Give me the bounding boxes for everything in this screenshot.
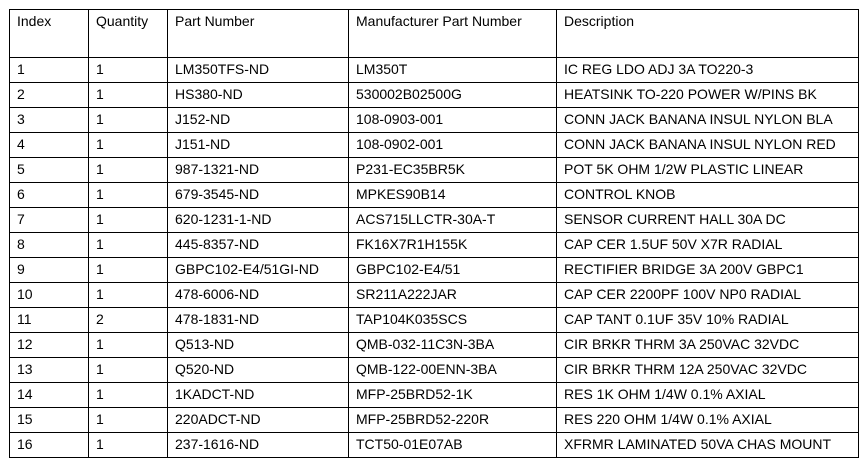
cell-index: 2: [10, 83, 89, 108]
cell-description: HEATSINK TO-220 POWER W/PINS BK: [557, 83, 859, 108]
cell-part-number: 679-3545-ND: [168, 183, 349, 208]
cell-quantity: 1: [89, 208, 168, 233]
cell-part-number: J152-ND: [168, 108, 349, 133]
table-row: [10, 358, 859, 383]
cell-index: 14: [10, 383, 89, 408]
table-row: [10, 408, 859, 433]
cell-description: CIR BRKR THRM 12A 250VAC 32VDC: [557, 358, 859, 383]
table-row: [10, 58, 859, 83]
cell-quantity: 1: [89, 83, 168, 108]
cell-index: 4: [10, 133, 89, 158]
cell-quantity: 1: [89, 133, 168, 158]
cell-description: CAP TANT 0.1UF 35V 10% RADIAL: [557, 308, 859, 333]
cell-quantity: 1: [89, 233, 168, 258]
cell-index: 13: [10, 358, 89, 383]
cell-manufacturer-part-number: TAP104K035SCS: [349, 308, 557, 333]
cell-manufacturer-part-number: ACS715LLCTR-30A-T: [349, 208, 557, 233]
cell-manufacturer-part-number: GBPC102-E4/51: [349, 258, 557, 283]
cell-index: 15: [10, 408, 89, 433]
header-quantity: Quantity: [89, 10, 168, 58]
cell-index: 11: [10, 308, 89, 333]
table-row: [10, 158, 859, 183]
table-row: [10, 208, 859, 233]
cell-description: IC REG LDO ADJ 3A TO220-3: [557, 58, 859, 83]
cell-manufacturer-part-number: 108-0902-001: [349, 133, 557, 158]
cell-quantity: 1: [89, 433, 168, 458]
cell-description: CAP CER 2200PF 100V NP0 RADIAL: [557, 283, 859, 308]
cell-index: 7: [10, 208, 89, 233]
cell-description: POT 5K OHM 1/2W PLASTIC LINEAR: [557, 158, 859, 183]
cell-part-number: 987-1321-ND: [168, 158, 349, 183]
cell-index: 10: [10, 283, 89, 308]
cell-part-number: 478-1831-ND: [168, 308, 349, 333]
cell-description: CIR BRKR THRM 3A 250VAC 32VDC: [557, 333, 859, 358]
cell-description: RECTIFIER BRIDGE 3A 200V GBPC1: [557, 258, 859, 283]
cell-part-number: 620-1231-1-ND: [168, 208, 349, 233]
cell-quantity: 1: [89, 158, 168, 183]
cell-quantity: 2: [89, 308, 168, 333]
cell-quantity: 1: [89, 258, 168, 283]
cell-description: CONTROL KNOB: [557, 183, 859, 208]
cell-description: CAP CER 1.5UF 50V X7R RADIAL: [557, 233, 859, 258]
cell-description: CONN JACK BANANA INSUL NYLON BLA: [557, 108, 859, 133]
table-row: [10, 383, 859, 408]
cell-quantity: 1: [89, 383, 168, 408]
cell-quantity: 1: [89, 333, 168, 358]
cell-quantity: 1: [89, 408, 168, 433]
cell-description: SENSOR CURRENT HALL 30A DC: [557, 208, 859, 233]
cell-part-number: 237-1616-ND: [168, 433, 349, 458]
table-row: [10, 283, 859, 308]
cell-index: 9: [10, 258, 89, 283]
cell-manufacturer-part-number: MFP-25BRD52-220R: [349, 408, 557, 433]
header-index: Index: [10, 10, 89, 58]
cell-manufacturer-part-number: TCT50-01E07AB: [349, 433, 557, 458]
header-manufacturer-part-number: Manufacturer Part Number: [349, 10, 557, 58]
header-description: Description: [557, 10, 859, 58]
cell-manufacturer-part-number: MPKES90B14: [349, 183, 557, 208]
cell-part-number: Q513-ND: [168, 333, 349, 358]
cell-description: XFRMR LAMINATED 50VA CHAS MOUNT: [557, 433, 859, 458]
cell-index: 1: [10, 58, 89, 83]
cell-index: 6: [10, 183, 89, 208]
cell-part-number: Q520-ND: [168, 358, 349, 383]
cell-quantity: 1: [89, 358, 168, 383]
cell-index: 3: [10, 108, 89, 133]
cell-part-number: J151-ND: [168, 133, 349, 158]
cell-manufacturer-part-number: SR211A222JAR: [349, 283, 557, 308]
cell-quantity: 1: [89, 183, 168, 208]
cell-index: 12: [10, 333, 89, 358]
cell-manufacturer-part-number: FK16X7R1H155K: [349, 233, 557, 258]
cell-quantity: 1: [89, 58, 168, 83]
cell-manufacturer-part-number: 108-0903-001: [349, 108, 557, 133]
cell-part-number: 478-6006-ND: [168, 283, 349, 308]
cell-description: RES 220 OHM 1/4W 0.1% AXIAL: [557, 408, 859, 433]
cell-index: 16: [10, 433, 89, 458]
table-row: [10, 108, 859, 133]
cell-manufacturer-part-number: QMB-122-00ENN-3BA: [349, 358, 557, 383]
cell-part-number: HS380-ND: [168, 83, 349, 108]
cell-index: 5: [10, 158, 89, 183]
cell-index: 8: [10, 233, 89, 258]
table-row: [10, 133, 859, 158]
cell-manufacturer-part-number: 530002B02500G: [349, 83, 557, 108]
header-part-number: Part Number: [168, 10, 349, 58]
cell-part-number: 1KADCT-ND: [168, 383, 349, 408]
table-header-row: [10, 10, 859, 58]
table-row: [10, 258, 859, 283]
table-row: [10, 433, 859, 458]
cell-manufacturer-part-number: MFP-25BRD52-1K: [349, 383, 557, 408]
cell-quantity: 1: [89, 283, 168, 308]
table-row: [10, 308, 859, 333]
cell-part-number: GBPC102-E4/51GI-ND: [168, 258, 349, 283]
table-row: [10, 233, 859, 258]
cell-part-number: 220ADCT-ND: [168, 408, 349, 433]
cell-manufacturer-part-number: QMB-032-11C3N-3BA: [349, 333, 557, 358]
cell-description: CONN JACK BANANA INSUL NYLON RED: [557, 133, 859, 158]
table-row: [10, 333, 859, 358]
cell-description: RES 1K OHM 1/4W 0.1% AXIAL: [557, 383, 859, 408]
table-row: [10, 83, 859, 108]
cell-part-number: 445-8357-ND: [168, 233, 349, 258]
table-row: [10, 183, 859, 208]
cell-quantity: 1: [89, 108, 168, 133]
table-body: [10, 58, 859, 458]
cell-manufacturer-part-number: LM350T: [349, 58, 557, 83]
cell-part-number: LM350TFS-ND: [168, 58, 349, 83]
cell-manufacturer-part-number: P231-EC35BR5K: [349, 158, 557, 183]
parts-table: [9, 9, 859, 458]
